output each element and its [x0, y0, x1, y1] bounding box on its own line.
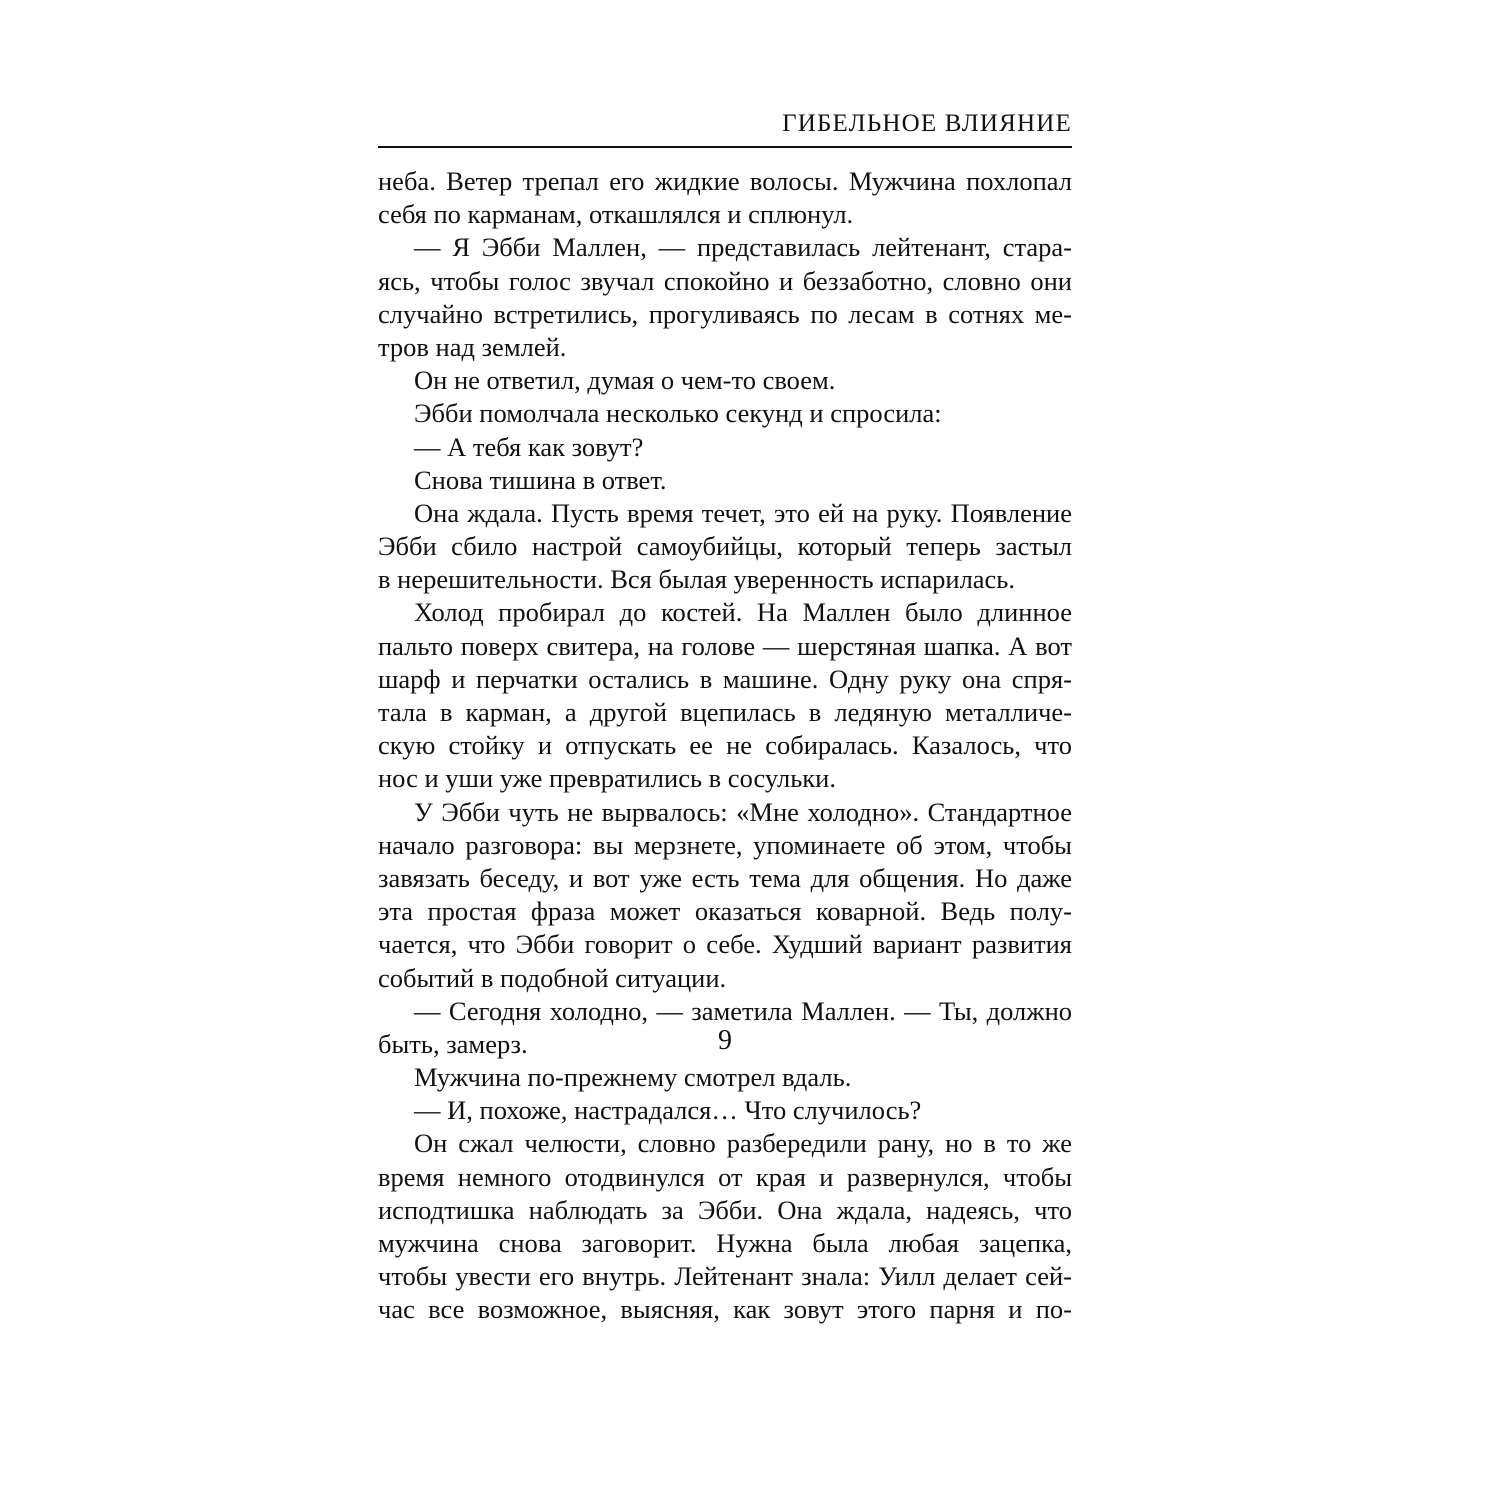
- text-line: — И, похоже, настрадался… Что случилось?: [414, 1095, 922, 1126]
- text-line: мужчина снова заговорит. Нужна была любая зацепка,: [378, 1228, 1072, 1258]
- text-line: час все возможное, выясняя, как зовут этого парня и по-: [378, 1294, 1072, 1325]
- text-line: Она ждала. Пусть время течет, это ей на руку. Появление: [414, 497, 1072, 528]
- text-line: скую стойку и отпускать ее не собиралась. Казалось, что: [378, 730, 1072, 761]
- text-line: событий в подобной ситуации.: [378, 962, 727, 993]
- text-line: время немного отодвинулся от края и развернулся, чтобы: [378, 1161, 1072, 1192]
- text-line: шарф и перчатки остались в машине. Одну руку она спря-: [378, 663, 1072, 694]
- text-line: начало разговора: вы мерзнете, упоминаете об этом, чтобы: [378, 829, 1072, 860]
- text-line: Мужчина по-прежнему смотрел вдаль.: [414, 1062, 852, 1093]
- text-line: Снова тишина в ответ.: [414, 464, 667, 495]
- text-line: пальто поверх свитера, на голове — шерстяная шапка. А вот: [378, 630, 1072, 661]
- text-line: — Сегодня холодно, — заметила Маллен. — Ты, должно: [414, 995, 1072, 1026]
- text-line: быть, замерз.: [378, 1028, 528, 1059]
- text-line: случайно встретились, прогуливаясь по лесам в сотнях ме-: [378, 298, 1072, 329]
- text-line: — Я Эбби Маллен, — представилась лейтенант, стара-: [414, 232, 1072, 263]
- text-line: ясь, чтобы голос звучал спокойно и беззаботно, словно они: [378, 265, 1072, 296]
- text-line: неба. Ветер трепал его жидкие волосы. Мужчина похлопал: [378, 166, 1072, 196]
- page-number: 9: [718, 1025, 732, 1056]
- text-line: Эбби помолчала несколько секунд и спросила:: [414, 398, 942, 429]
- running-head: ГИБЕЛЬНОЕ ВЛИЯНИЕ: [782, 110, 1072, 137]
- text-line: Он сжал челюсти, словно разбередили рану, но в то же: [414, 1128, 1072, 1159]
- text-line: исподтишка наблюдать за Эбби. Она ждала, надеясь, что: [378, 1194, 1072, 1225]
- header-rule: [378, 146, 1072, 148]
- text-line: в нерешительности. Вся былая уверенность испарилась.: [378, 564, 1016, 595]
- text-line: чтобы увести его внутрь. Лейтенант знала: Уилл делает сей-: [378, 1261, 1072, 1292]
- text-line: тала в карман, а другой вцепилась в ледяную металличе-: [378, 697, 1072, 727]
- text-line: — А тебя как зовут?: [414, 431, 644, 462]
- text-line: себя по карманам, откашлялся и сплюнул.: [378, 199, 854, 230]
- text-line: Он не ответил, думая о чем-то своем.: [414, 365, 836, 396]
- text-line: тров над землей.: [378, 331, 567, 362]
- text-line: эта простая фраза может оказаться коварной. Ведь полу-: [378, 896, 1072, 927]
- text-line: завязать беседу, и вот уже есть тема для общения. Но даже: [378, 862, 1072, 893]
- text-line: Холод пробирал до костей. На Маллен было длинное: [414, 597, 1072, 628]
- body-text: [378, 165, 1072, 1327]
- text-line: У Эбби чуть не вырвалось: «Мне холодно». Стандартное: [414, 796, 1072, 827]
- text-line: Эбби сбило настрой самоубийцы, который теперь застыл: [378, 531, 1072, 562]
- text-line: нос и уши уже превратились в сосульки.: [378, 763, 836, 794]
- text-line: чается, что Эбби говорит о себе. Худший вариант развития: [378, 929, 1072, 960]
